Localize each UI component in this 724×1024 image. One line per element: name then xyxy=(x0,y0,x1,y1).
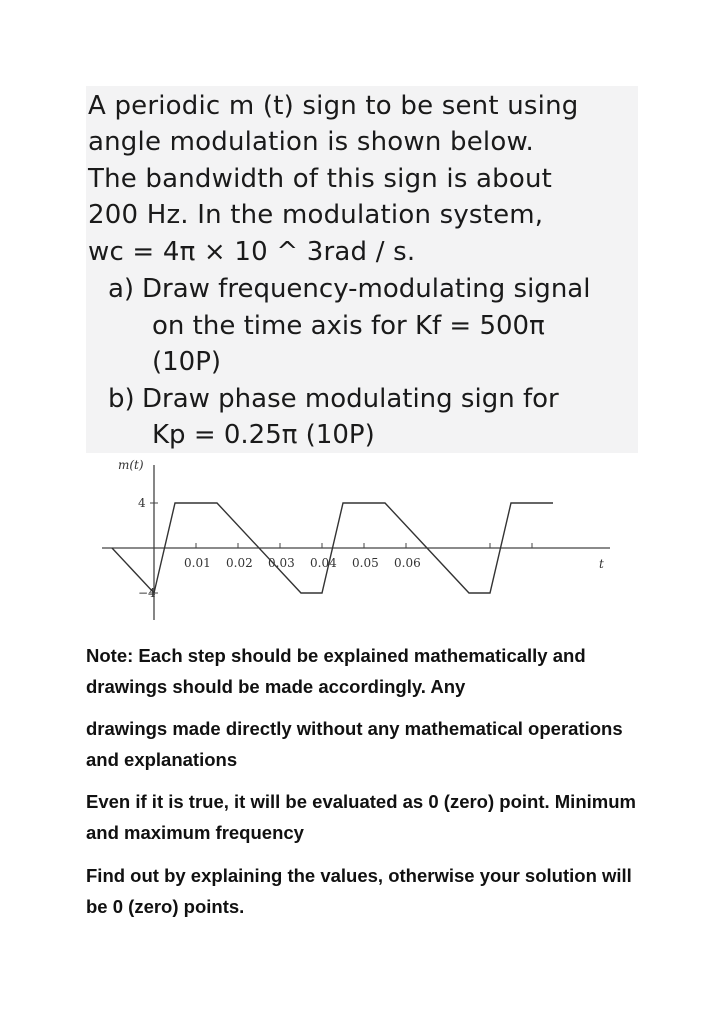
note-paragraph-4: Find out by explaining the values, otherwise your solution will be 0 (zero) points. xyxy=(86,865,632,917)
note-paragraph-2: drawings made directly without any mathematical operations and explanations xyxy=(86,718,623,770)
part-a xyxy=(108,271,590,307)
part-a-line-1: Draw frequency-modulating signal xyxy=(142,274,591,304)
part-b-line-1: Draw phase modulating sign for xyxy=(142,384,559,414)
part-b xyxy=(108,381,559,417)
question-line-3: The bandwidth of this sign is about xyxy=(88,164,553,194)
question-line-1: A periodic m (t) sign to be sent using xyxy=(88,91,579,121)
question-line-5: wc = 4π × 10 ^ 3rad / s. xyxy=(88,237,416,267)
x-tick-label: 0.03 xyxy=(268,556,295,570)
part-b-marker: b) xyxy=(108,384,135,414)
question-line-2: angle modulation is shown below. xyxy=(88,127,534,157)
question-line-4: 200 Hz. In the modulation system, xyxy=(88,200,544,230)
x-axis-label: t xyxy=(599,557,604,571)
note-paragraph-3: Even if it is true, it will be evaluated as 0 (zero) point. Minimum and maximum frequency xyxy=(86,791,636,843)
part-a-line-2: on the time axis for Kf = 500π xyxy=(152,311,545,341)
x-tick-label: 0.04 xyxy=(310,556,337,570)
y-tick-label: −4 xyxy=(138,586,156,600)
note-paragraph-1: Note: Each step should be explained mathematically and drawings should be made accordingly. Any xyxy=(86,645,586,697)
part-b-line-2: Kp = 0.25π (10P) xyxy=(152,420,375,450)
x-tick-label: 0.06 xyxy=(394,556,421,570)
x-tick-label: 0.05 xyxy=(352,556,379,570)
part-a-marker: a) xyxy=(108,274,135,304)
y-axis-label: m(t) xyxy=(118,458,144,472)
part-a-line-3: (10P) xyxy=(152,347,222,377)
signal-graph xyxy=(96,455,616,630)
y-tick-label: 4 xyxy=(138,496,146,510)
x-tick-label: 0.01 xyxy=(184,556,211,570)
x-tick-label: 0.02 xyxy=(226,556,253,570)
